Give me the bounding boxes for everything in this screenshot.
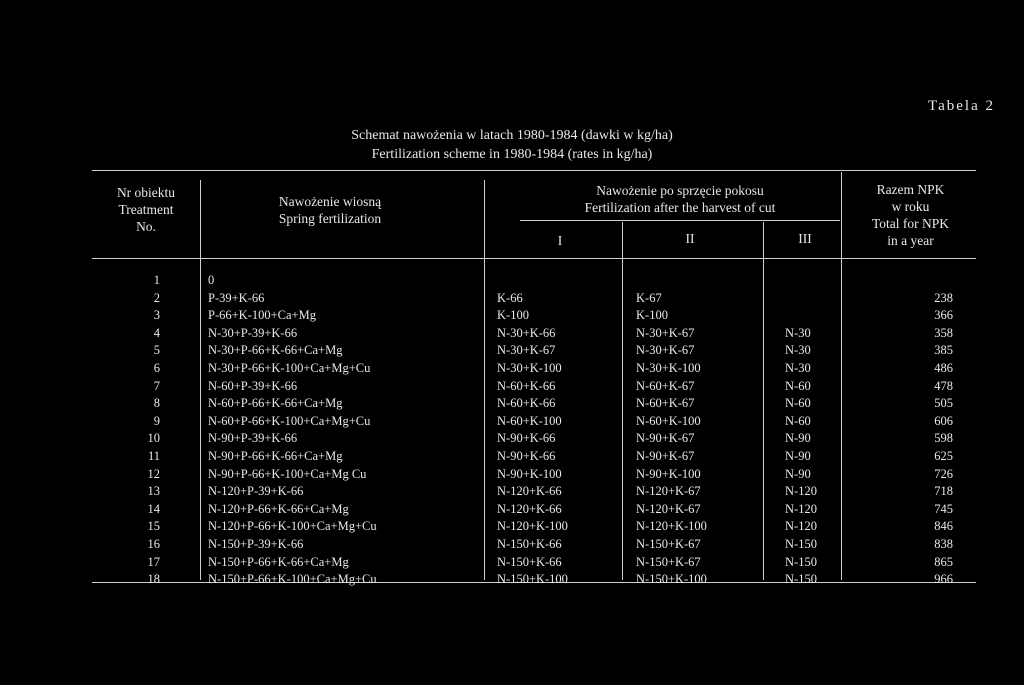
total-npk: 718 xyxy=(934,484,953,498)
col-divider-3 xyxy=(622,222,623,580)
total-npk: 606 xyxy=(934,414,953,428)
total-npk: 486 xyxy=(934,361,953,375)
spring-fertilization: N-150+P-39+K-66 xyxy=(208,537,304,551)
cut-ii-rate: N-120+K-100 xyxy=(636,519,707,533)
cut-ii-rate: N-120+K-67 xyxy=(636,502,701,516)
total-npk: 865 xyxy=(934,555,953,569)
cut-iii-rate: N-30 xyxy=(785,326,811,340)
cut-iii-rate: N-150 xyxy=(785,537,817,551)
row-number: 15 xyxy=(147,519,160,533)
row-number: 14 xyxy=(147,502,160,516)
cut-iii-rate: N-30 xyxy=(785,361,811,375)
cut-iii-rate: N-150 xyxy=(785,572,817,586)
header-total-npk: Razem NPK w roku Total for NPK in a year xyxy=(871,182,950,248)
cut-iii-rate: N-120 xyxy=(785,484,817,498)
spring-fertilization: 0 xyxy=(208,273,215,287)
total-npk: 478 xyxy=(934,379,953,393)
spring-fertilization: N-90+P-66+K-100+Ca+Mg Cu xyxy=(208,467,367,481)
spring-fertilization: N-30+P-66+K-100+Ca+Mg+Cu xyxy=(208,361,371,375)
cut-ii-rate: N-150+K-67 xyxy=(636,555,701,569)
table-top-rule xyxy=(92,170,976,171)
table-label: Tabela 2 xyxy=(928,98,996,114)
total-npk: 838 xyxy=(934,537,953,551)
row-number: 9 xyxy=(153,414,160,428)
header-cut-iii: III xyxy=(798,231,812,246)
cut-ii-rate: N-90+K-67 xyxy=(636,431,695,445)
cut-iii-rate: N-120 xyxy=(785,502,817,516)
total-npk: 505 xyxy=(934,396,953,410)
cut-i-rate: N-30+K-100 xyxy=(497,361,562,375)
cut-i-rate: N-120+K-66 xyxy=(497,502,562,516)
spring-fertilization: N-150+P-66+K-66+Ca+Mg xyxy=(208,555,349,569)
row-number: 10 xyxy=(147,431,160,445)
total-npk: 385 xyxy=(934,343,953,357)
cut-ii-rate: N-30+K-67 xyxy=(636,343,695,357)
total-npk: 598 xyxy=(934,431,953,445)
cut-iii-rate: N-90 xyxy=(785,431,811,445)
cut-ii-rate: N-60+K-100 xyxy=(636,414,701,428)
cut-i-rate: N-90+K-100 xyxy=(497,467,562,481)
spring-fertilization: N-120+P-66+K-100+Ca+Mg+Cu xyxy=(208,519,377,533)
row-number: 3 xyxy=(153,308,160,322)
spring-fertilization: N-30+P-66+K-66+Ca+Mg xyxy=(208,343,343,357)
cut-i-rate: N-120+K-100 xyxy=(497,519,568,533)
cut-iii-rate: N-150 xyxy=(785,555,817,569)
cut-i-rate: N-60+K-66 xyxy=(497,379,556,393)
spring-fertilization: N-60+P-66+K-100+Ca+Mg+Cu xyxy=(208,414,371,428)
cut-i-rate: N-150+K-66 xyxy=(497,555,562,569)
row-number: 12 xyxy=(147,467,160,481)
col-divider-4 xyxy=(763,222,764,580)
cut-i-rate: N-150+K-100 xyxy=(497,572,568,586)
row-number: 13 xyxy=(147,484,160,498)
cut-i-rate: N-90+K-66 xyxy=(497,449,556,463)
cut-ii-rate: N-60+K-67 xyxy=(636,396,695,410)
row-number: 2 xyxy=(153,291,160,305)
row-number: 1 xyxy=(153,273,160,287)
total-npk: 358 xyxy=(934,326,953,340)
spring-fertilization: N-120+P-66+K-66+Ca+Mg xyxy=(208,502,349,516)
cut-i-rate: N-90+K-66 xyxy=(497,431,556,445)
col-divider-1 xyxy=(200,180,201,580)
cut-ii-rate: N-60+K-67 xyxy=(636,379,695,393)
row-number: 16 xyxy=(147,537,160,551)
header-bottom-rule xyxy=(92,258,976,259)
cut-iii-rate: N-60 xyxy=(785,396,811,410)
cut-ii-rate: N-90+K-67 xyxy=(636,449,695,463)
spring-fertilization: N-60+P-39+K-66 xyxy=(208,379,298,393)
total-npk: 238 xyxy=(934,291,953,305)
spring-fertilization: N-30+P-39+K-66 xyxy=(208,326,298,340)
total-npk: 846 xyxy=(934,519,953,533)
cut-iii-rate: N-60 xyxy=(785,414,811,428)
cut-ii-rate: N-30+K-100 xyxy=(636,361,701,375)
cut-iii-rate: N-120 xyxy=(785,519,817,533)
spring-fertilization: N-120+P-39+K-66 xyxy=(208,484,304,498)
header-after-harvest: Nawożenie po sprzęcie pokosu Fertilization after the harvest of cut xyxy=(584,183,776,215)
cut-i-rate: N-30+K-66 xyxy=(497,326,556,340)
total-npk: 366 xyxy=(934,308,953,322)
spring-fertilization: N-90+P-39+K-66 xyxy=(208,431,298,445)
title-english: Fertilization scheme in 1980-1984 (rates in kg/ha) xyxy=(371,147,653,162)
cut-i-rate: N-60+K-100 xyxy=(497,414,562,428)
title-polish: Schemat nawożenia w latach 1980-1984 (dawki w kg/ha) xyxy=(351,128,673,143)
row-number: 6 xyxy=(153,361,160,375)
header-treatment-no: Nr obiektu Treatment No. xyxy=(116,185,176,234)
total-npk: 745 xyxy=(934,502,953,516)
cut-ii-rate: N-150+K-100 xyxy=(636,572,707,586)
col-divider-5 xyxy=(841,172,842,580)
subheader-rule xyxy=(520,220,840,221)
cut-i-rate: N-30+K-67 xyxy=(497,343,556,357)
spring-fertilization: N-150+P-66+K-100+Ca+Mg+Cu xyxy=(208,572,377,586)
spring-fertilization: P-39+K-66 xyxy=(208,291,265,305)
cut-i-rate: K-66 xyxy=(497,291,523,305)
row-number: 7 xyxy=(153,379,160,393)
row-number: 8 xyxy=(153,396,160,410)
cut-ii-rate: N-90+K-100 xyxy=(636,467,701,481)
header-cut-ii: II xyxy=(685,231,695,246)
total-npk: 726 xyxy=(934,467,953,481)
total-npk: 625 xyxy=(934,449,953,463)
cut-ii-rate: K-100 xyxy=(636,308,668,322)
row-number: 18 xyxy=(147,572,160,586)
row-number: 5 xyxy=(153,343,160,357)
cut-i-rate: K-100 xyxy=(497,308,529,322)
spring-fertilization: N-90+P-66+K-66+Ca+Mg xyxy=(208,449,343,463)
row-number: 17 xyxy=(147,555,160,569)
cut-i-rate: N-150+K-66 xyxy=(497,537,562,551)
row-number: 4 xyxy=(153,326,160,340)
cut-ii-rate: N-150+K-67 xyxy=(636,537,701,551)
cut-iii-rate: N-30 xyxy=(785,343,811,357)
cut-i-rate: N-60+K-66 xyxy=(497,396,556,410)
cut-iii-rate: N-60 xyxy=(785,379,811,393)
cut-ii-rate: N-30+K-67 xyxy=(636,326,695,340)
total-npk: 966 xyxy=(934,572,953,586)
cut-iii-rate: N-90 xyxy=(785,467,811,481)
cut-ii-rate: N-120+K-67 xyxy=(636,484,701,498)
cut-i-rate: N-120+K-66 xyxy=(497,484,562,498)
col-divider-2 xyxy=(484,180,485,580)
cut-ii-rate: K-67 xyxy=(636,291,662,305)
cut-iii-rate: N-90 xyxy=(785,449,811,463)
header-spring: Nawożenie wiosną Spring fertilization xyxy=(278,194,382,226)
spring-fertilization: P-66+K-100+Ca+Mg xyxy=(208,308,316,322)
spring-fertilization: N-60+P-66+K-66+Ca+Mg xyxy=(208,396,343,410)
header-cut-i: I xyxy=(557,233,563,248)
row-number: 11 xyxy=(147,449,160,463)
